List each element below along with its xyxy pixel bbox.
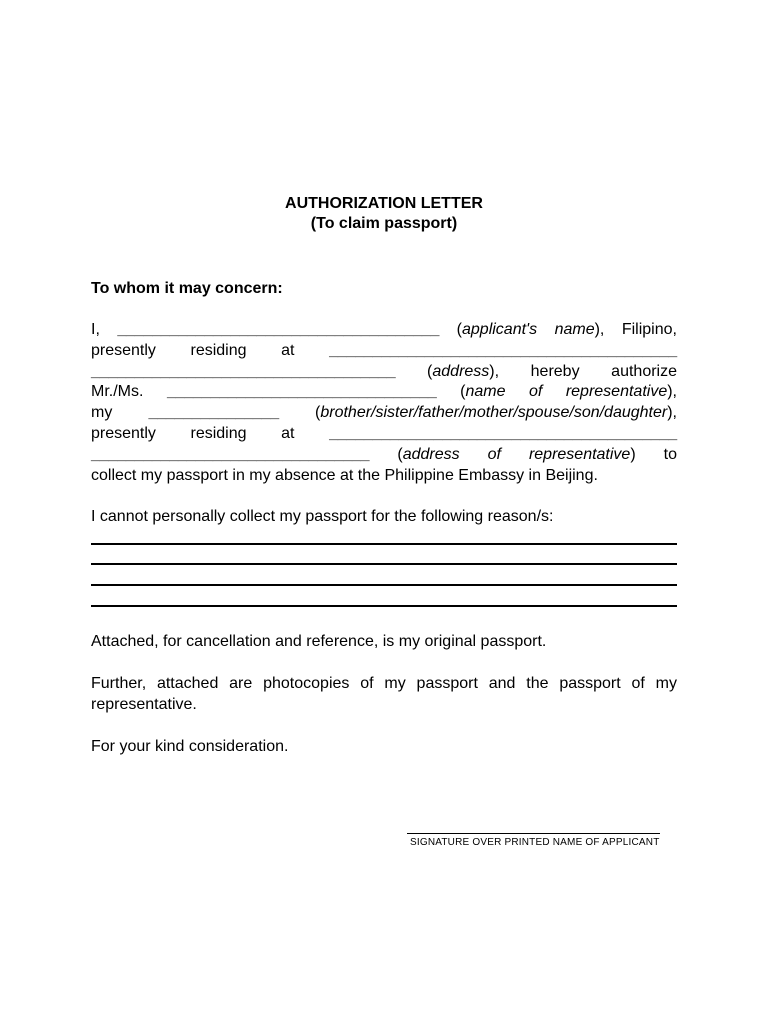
reason-line-2 xyxy=(91,549,677,570)
representative-name-hint: name of representative xyxy=(465,383,668,401)
paragraph-line-6: presently residing at ________________________________________ xyxy=(91,424,678,442)
paragraph-line-7: ________________________________ (address of representative) to xyxy=(91,445,677,463)
paragraph-line-5: my _______________ (brother/sister/father/mother/spouse/son/daughter), xyxy=(91,404,677,422)
closing-line: For your kind consideration. xyxy=(91,738,289,755)
paragraph-line-8: collect my passport in my absence at the Philippine Embassy in Beijing. xyxy=(91,466,598,484)
salutation: To whom it may concern: xyxy=(91,280,283,297)
reason-line-1 xyxy=(91,528,677,549)
representative-address-hint: address of representative xyxy=(402,445,631,463)
signature-label: SIGNATURE OVER PRINTED NAME OF APPLICANT xyxy=(410,837,660,848)
reason-line-3 xyxy=(91,569,677,590)
paragraph-line-1: I, _____________________________________ (applicant's name), Filipino, xyxy=(91,321,677,338)
further-paragraph xyxy=(91,674,677,716)
representative-name-blank: _______________________________ xyxy=(166,383,437,401)
applicant-name-hint: applicant's name xyxy=(462,321,595,338)
signature-line xyxy=(407,833,660,834)
paragraph-line-2: presently residing at ________________________________________ xyxy=(91,341,678,359)
reasons-section xyxy=(91,507,677,611)
paragraph-line-3: ___________________________________ (address), hereby authorize xyxy=(91,362,677,380)
reason-line-4 xyxy=(91,590,677,611)
paragraph-line-4: Mr./Ms. _______________________________ (name of representative), xyxy=(91,383,677,401)
address-hint: address xyxy=(432,362,490,380)
attached-paragraph xyxy=(91,632,677,653)
attached-line: Attached, for cancellation and reference, is my original passport. xyxy=(91,633,547,650)
applicant-name-blank: _____________________________________ xyxy=(117,321,440,338)
representative-address-blank-2: ________________________________ xyxy=(91,445,370,463)
reasons-intro: I cannot personally collect my passport for the following reason/s: xyxy=(91,508,554,525)
further-line-2: representative. xyxy=(91,695,197,713)
authorization-paragraph xyxy=(91,320,677,486)
representative-address-blank-1: ________________________________________ xyxy=(329,424,678,442)
address-blank-2: ___________________________________ xyxy=(91,362,396,380)
title-block xyxy=(0,194,768,234)
document-subtitle: (To claim passport) xyxy=(310,215,458,232)
relationship-blank: _______________ xyxy=(148,404,279,422)
address-blank-1: ________________________________________ xyxy=(329,341,678,359)
closing-paragraph xyxy=(91,737,677,758)
document-title: AUTHORIZATION LETTER xyxy=(285,195,483,212)
further-line-1: Further, attached are photocopies of my passport and the passport of my xyxy=(91,675,677,692)
relationship-hint: brother/sister/father/mother/spouse/son/daughter xyxy=(320,404,668,422)
